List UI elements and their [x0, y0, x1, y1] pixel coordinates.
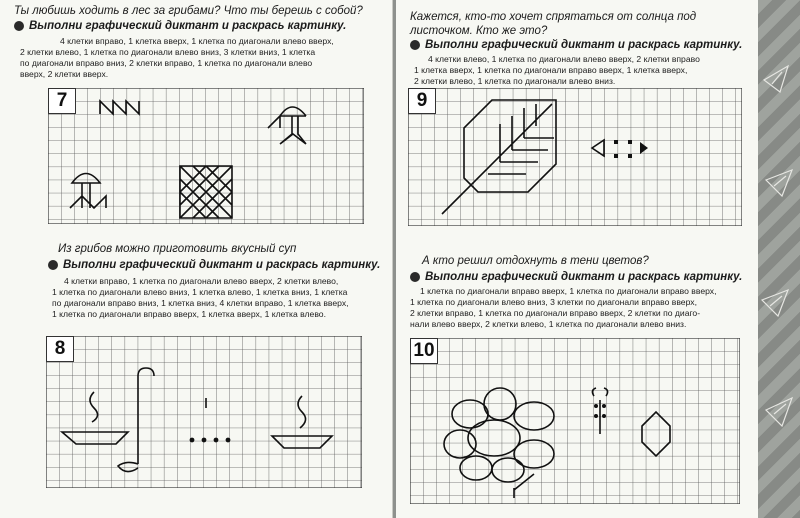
instruction-line: по диагонали вправо вниз, 2 клетки вправо, 1 клетка по диагонали влево	[20, 58, 313, 68]
task-label: Выполни графический диктант и раскрась картинку.	[425, 39, 743, 51]
bullet-icon	[410, 40, 420, 50]
instruction-line: 4 клетки вправо, 1 клетка по диагонали влево вверх, 2 клетки влево,	[64, 276, 339, 286]
task-heading-7	[14, 19, 393, 33]
decorative-edge	[758, 0, 800, 518]
exercise-number-9: 9	[408, 88, 436, 114]
instruction-line: 2 клетки вправо, 1 клетка по диагонали вправо вверх, 2 клетки по диаго-	[410, 308, 701, 318]
task-heading-10	[410, 270, 758, 284]
instruction-line: 1 клетка по диагонали вправо вверх, 1 клетка вверх, 1 клетка влево.	[52, 309, 326, 319]
grid-exercise-9	[408, 88, 742, 226]
instructions-9	[414, 54, 754, 87]
task-label: Выполни графический диктант и раскрась картинку.	[63, 259, 381, 271]
question-flowers: А кто решил отдохнуть в тени цветов?	[422, 255, 649, 267]
instruction-line: 2 клетки влево, 1 клетка по диагонали влево вниз, 3 клетки вниз, 1 клетка	[20, 47, 316, 57]
grid-canvas-8	[46, 336, 362, 488]
instruction-line: 4 клетки влево, 1 клетка по диагонали влево вверх, 2 клетки вправо	[428, 54, 700, 64]
instruction-line: 1 клетка по диагонали вправо вверх, 1 клетка по диагонали вправо вверх,	[420, 286, 717, 296]
instruction-line: 1 клетка по диагонали влево вниз, 3 клетки по диагонали вправо вверх,	[410, 297, 697, 307]
instruction-line: по диагонали вправо вниз, 1 клетка вниз, 4 клетки вправо, 1 клетка вверх,	[52, 298, 349, 308]
right-page	[396, 0, 758, 518]
question-soup: Из грибов можно приготовить вкусный суп	[58, 243, 297, 255]
exercise-number-7: 7	[48, 88, 76, 114]
question-mushrooms: Ты любишь ходить в лес за грибами? Что ты берешь с собой?	[14, 5, 363, 17]
instruction-line: 1 клетка вверх, 1 клетка по диагонали вправо вверх, 1 клетка вверх,	[414, 65, 688, 75]
bullet-icon	[410, 272, 420, 282]
left-page	[0, 0, 393, 518]
instructions-7	[20, 36, 382, 80]
question-leaf: Кажется, кто-то хочет спрятаться от солнца под листочком. Кто же это?	[410, 11, 697, 37]
instructions-8	[52, 276, 388, 320]
instruction-line: нали влево вверх, 2 клетки влево, 1 клетка по диагонали влево вниз.	[410, 319, 687, 329]
instruction-line: 4 клетки вправо, 1 клетка вверх, 1 клетка по диагонали влево вверх,	[60, 36, 334, 46]
instruction-line: 2 клетки влево, 1 клетка по диагонали влево вниз.	[414, 76, 616, 86]
instruction-line: 1 клетка по диагонали влево вниз, 1 клетка влево, 1 клетка вниз, 1 клетка	[52, 287, 348, 297]
task-label: Выполни графический диктант и раскрась картинку.	[29, 20, 347, 32]
task-heading-8	[48, 258, 393, 272]
grid-canvas-9	[408, 88, 742, 226]
instruction-line: вверх, 2 клетки вверх.	[20, 69, 109, 79]
exercise-number-10: 10	[410, 338, 438, 364]
bullet-icon	[14, 21, 24, 31]
grid-canvas-7	[48, 88, 364, 224]
grid-canvas-10	[410, 338, 740, 504]
grid-exercise-10	[410, 338, 740, 504]
task-label: Выполни графический диктант и раскрась картинку.	[425, 271, 743, 283]
grid-exercise-8	[46, 336, 362, 488]
bullet-icon	[48, 260, 58, 270]
grid-exercise-7	[48, 88, 364, 224]
instructions-10	[410, 286, 754, 330]
origami-birds-pattern	[758, 0, 800, 518]
exercise-number-8: 8	[46, 336, 74, 362]
task-heading-9	[410, 38, 758, 52]
